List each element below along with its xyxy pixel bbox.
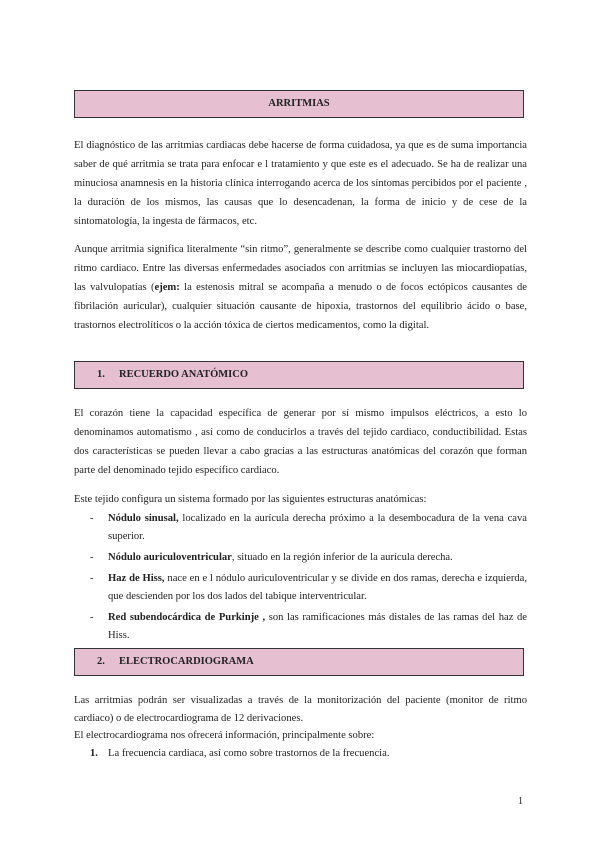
list-item-term: Nódulo sinusal, — [108, 513, 179, 524]
list-item — [74, 609, 527, 645]
list-item-text: , situado en la región inferior de la aurícula derecha. — [231, 552, 453, 563]
list-item — [74, 549, 527, 567]
section-1-number: 1. — [97, 369, 105, 380]
list-item-text: La frecuencia cardiaca, así como sobre trastornos de la frecuencia. — [108, 748, 390, 759]
section-1-paragraph-1: El corazón tiene la capacidad específica de generar por sí mismo impulsos eléctricos, a esto lo denominamos automatismo , así como de conducirlos a través del tejido cardiaco, conductibilidad. Estas dos características se pueden llevar a cabo gracias a las estructuras anatómicas del corazón que forman parte del denominado tejido específico cardiaco. — [74, 408, 527, 476]
section-1-heading-box — [74, 361, 524, 389]
section-2-paragraph-2: El electrocardiograma nos ofrecerá información, principalmente sobre: — [74, 730, 375, 741]
list-item-text: localizado en la aurícula derecha próximo a la desembocadura de la vena cava superior. — [108, 513, 527, 542]
bullet-dash: - — [90, 612, 94, 623]
page-number: 1 — [518, 796, 523, 807]
anatomy-list — [74, 510, 527, 645]
list-item-number: 1. — [90, 748, 98, 759]
intro-paragraph-1: El diagnóstico de las arritmias cardiacas debe hacerse de forma cuidadosa, ya que es de suma importancia saber de qué arritmia se trata para enfocar e l tratamiento y que este es el adecuado. Se ha de realizar una minuciosa anamnesis en la historia clínica interrogando acerca de los síntomas percibidos por el paciente , la duración de los mismos, las causas que lo desencadenan, la forma de inicio y de cese de la sintomatología, la ingesta de fármacos, etc. — [74, 140, 527, 227]
list-item-text: nace en e l nódulo auriculoventricular y se divide en dos ramas, derecha e izquierda, que descienden por los dos lados del tabique interventricular. — [108, 573, 527, 602]
bullet-dash: - — [90, 573, 94, 584]
list-item-term: Haz de Hiss, — [108, 573, 165, 584]
section-2-paragraph-1: Las arritmias podrán ser visualizadas a través de la monitorización del paciente (monitor de ritmo cardiaco) o de electrocardiograma de 12 derivaciones. — [74, 695, 527, 724]
section-1-paragraph-2: Este tejido configura un sistema formado por las siguientes estructuras anatómicas: — [74, 494, 427, 505]
section-1-heading: RECUERDO ANATÓMICO — [119, 369, 249, 380]
list-item — [74, 570, 527, 606]
intro-p2-part-a: Aunque arritmia significa literalmente “sin ritmo”, generalmente se describe como cualquier trastorno del ritmo cardiaco. Entre las diversas enfermedades asociados con arritmias se incluyen las miocardiopatías, las valvulopatías ( — [74, 244, 527, 293]
list-item-text: son las ramificaciones más distales de las ramas del haz de Hiss. — [108, 612, 528, 641]
intro-p2-example: ejem: — [154, 282, 180, 293]
section-2-heading: ELECTROCARDIOGRAMA — [119, 656, 254, 667]
section-2-number: 2. — [97, 656, 105, 667]
intro-paragraph-2 — [74, 240, 527, 335]
list-item — [74, 510, 527, 546]
list-item — [74, 745, 527, 763]
list-item-term: Red subendocárdica de Purkinje , — [108, 612, 266, 623]
bullet-dash: - — [90, 513, 94, 524]
list-item-term: Nódulo auriculoventricular — [108, 552, 232, 563]
section-2-heading-box — [74, 648, 524, 676]
ecg-info-list — [74, 745, 527, 763]
intro-p2-part-c: la estenosis mitral se acompaña a menudo o de focos ectópicos causantes de fibrilación auricular), cualquier situación causante de hipoxia, trastornos del equilibrio ácido o base, trastornos electrolíticos o la acción tóxica de ciertos medicamentos, como la digital. — [74, 282, 527, 331]
page-title: ARRITMIAS — [268, 98, 330, 109]
title-box — [74, 90, 524, 118]
bullet-dash: - — [90, 552, 94, 563]
